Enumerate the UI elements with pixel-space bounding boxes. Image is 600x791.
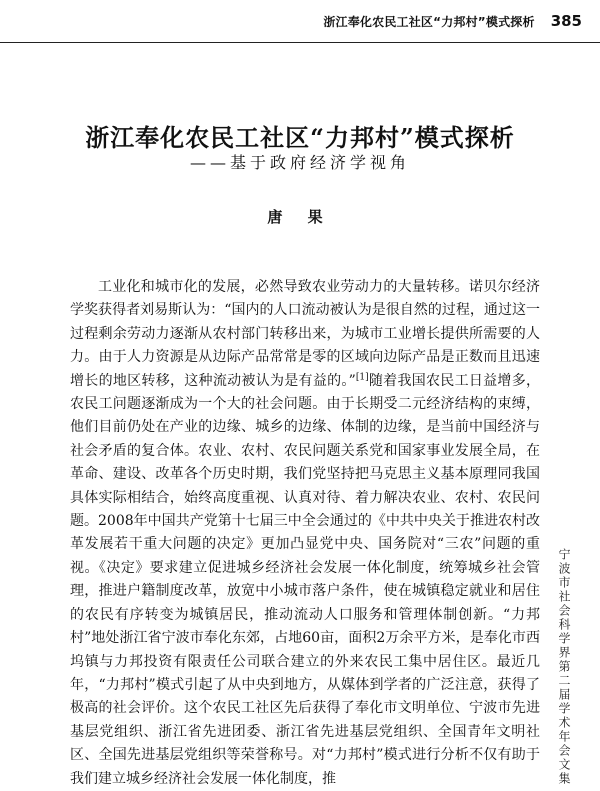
article-title: 浙江奉化农民工社区“力邦村”模式探析 [85, 123, 515, 152]
header-rule [0, 42, 600, 43]
running-head [323, 12, 582, 30]
side-note-vertical: 宁波市社会科学界第二届学术年会文集 [557, 548, 571, 786]
article-subtitle: ——基于政府经济学视角 [189, 153, 410, 172]
body-paragraph [70, 276, 540, 791]
body-text-part-1: 工业化和城市化的发展，必然导致农业劳动力的大量转移。诺贝尔经济学奖获得者刘易斯认为：“国内的人口流动被认为是很自然的过程，通过这一过程剩余劳动力逐渐从农村部门转移出来，为城市工业增长提供所需要的人力。由于人力资源是从边际产品常常是零的区域向边际产品是正数而且迅速增长的地区转移，这种流动被认为是有益的。” [70, 279, 540, 389]
citation-marker[interactable]: [1] [355, 371, 369, 382]
page-number: 385 [550, 12, 582, 30]
body-text-part-2: 随着我国农民工日益增多，农民工问题逐渐成为一个大的社会问题。由于长期受二元经济结构的束缚，他们目前仍处在产业的边缘、城乡的边缘、体制的边缘，是当前中国经济与社会矛盾的复合体。农业、农村、农民问题关系党和国家事业发展全局，在革命、建设、改革各个历史时期，我们党坚持把马克思主义基本原理同我国具体实际相结合，始终高度重视、认真对待、着力解决农业、农村、农民问题。2008年中国共产党第十七届三中全会通过的《中共中央关于推进农村改革发展若干重大问题的决定》更加凸显党中央、国务院对“三农”问题的重视。《决定》要求建立促进城乡经济社会发展一体化制度，统筹城乡社会管理，推进户籍制度改革，放宽中小城市落户条件，使在城镇稳定就业和居住的农民有序转变为城镇居民，推动流动人口服务和管理体制创新。“力邦村”地处浙江省宁波市奉化东郊，占地60亩，面积2万余平方米，是奉化市西坞镇与力邦投资有限责任公司联合建立的外来农民工集中居住区。最近几年，“力邦村”模式引起了从中央到地方，从媒体到学者的广泛注意，获得了极高的社会评价。这个农民工社区先后获得了奉化市文明单位、宁波市先进基层党组织、浙江省先进团委、浙江省先进基层党组织、全国青年文明社区、全国先进基层党组织等荣誉称号。对“力邦村”模式进行分析不仅有助于我们建立城乡经济社会发展一体化制度，推 [70, 372, 541, 787]
author-name: 唐 果 [267, 208, 333, 226]
running-head-title: 浙江奉化农民工社区“力邦村”模式探析 [323, 15, 535, 29]
